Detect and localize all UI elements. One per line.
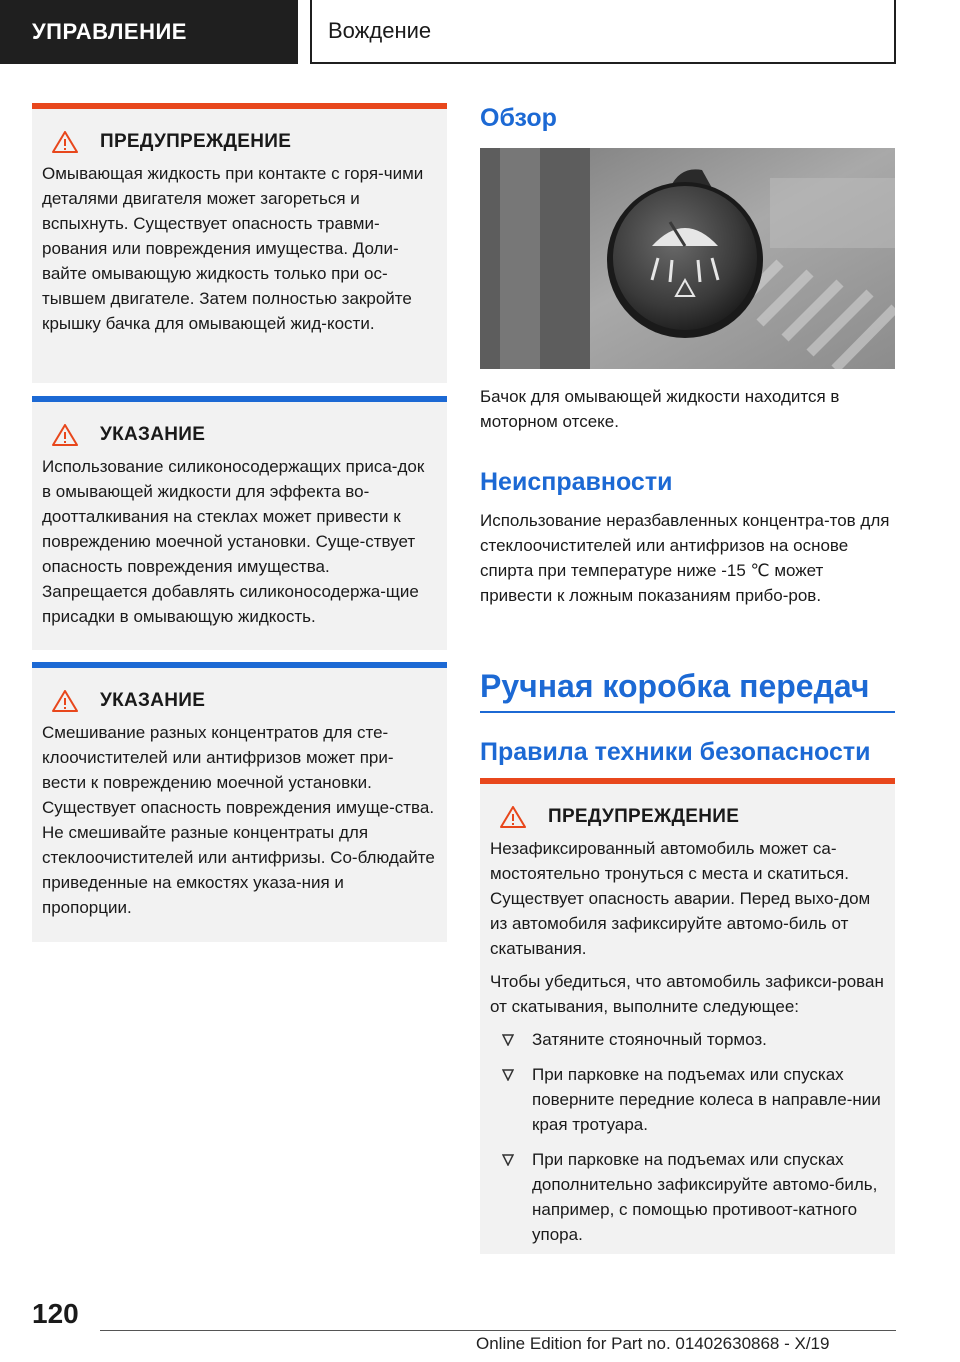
notice-text: Использование силиконосодержащих приса-док в омывающей жидкости для эффекта во-доотталкивания на стеклах может привести к повреждению моечной установки. Суще-ствует опасность повреждения имущества. Запрещается добавлять силиконосодержа-щие присадки в омывающую жидкость. [42, 457, 425, 626]
note-bar [32, 662, 447, 668]
notice-text: Смешивание разных концентратов для сте-клоочистителей или антифризов может при-вести к повреждению моечной установки. Существует опасность повреждения имуще-ства. Не смешивайте разные концентраты для стеклоочистителей или антифризы. Со-блюдайте приведенные на емкостях указа-ния и пропорции. [42, 723, 435, 917]
warning-triangle-icon [52, 131, 78, 153]
list-item-text: При парковке на подъемах или спусках дополнительно зафиксируйте автомо-биль, например, с помощью противоот-катного упора. [532, 1150, 878, 1244]
list-arrow-icon [502, 1069, 514, 1081]
page-number: 120 [32, 1298, 79, 1329]
notice-note-silicone [32, 396, 447, 650]
list-item [490, 1062, 885, 1137]
list-item-text: Затяните стояночный тормоз. [532, 1030, 767, 1049]
list-item [490, 1147, 885, 1247]
notice-warning-fluid [32, 103, 447, 383]
notice-warning-rolling [480, 778, 895, 1254]
warning-bar [32, 103, 447, 109]
notice-paragraph: Чтобы убедиться, что автомобиль зафикси-рован от скатывания, выполните следующее: [490, 972, 884, 1016]
faults-heading: Неисправности [480, 468, 673, 496]
list-arrow-icon [502, 1034, 514, 1046]
footer-rule [100, 1330, 896, 1331]
warning-triangle-icon [500, 806, 526, 828]
notice-text: Омывающая жидкость при контакте с горя-чими деталями двигателя может загореться и вспыхнуть. Существует опасность травми-рования или повреждения имущества. Доли-вайте омывающую жидкость только при ос-тывшем двигателе. Затем полностью закройте крышку бачка для омывающей жид-кости. [42, 164, 424, 333]
notice-paragraph: Незафиксированный автомобиль может са-мостоятельно тронуться с места и скатиться. Существует опасность аварии. Перед выхо-дом из автомобиля зафиксируйте автомо-биль от скатывания. [490, 839, 871, 958]
overview-heading: Обзор [480, 104, 557, 132]
notice-title: УКАЗАНИЕ [100, 424, 206, 445]
warning-triangle-icon [52, 424, 78, 446]
faults-text: Использование неразбавленных концентра-тов для стеклоочистителей или антифризов на основе спирта при температуре ниже -15 ℃ может привести к ложным показаниям прибо-ров. [480, 511, 890, 605]
list-arrow-icon [502, 1154, 514, 1166]
steps-list [490, 1027, 885, 1247]
photo-caption: Бачок для омывающей жидкости находится в моторном отсеке. [480, 387, 840, 431]
warning-bar [480, 778, 895, 784]
note-bar [32, 396, 447, 402]
gearbox-heading: Ручная коробка передач [480, 668, 895, 713]
warning-triangle-icon [52, 690, 78, 712]
notice-title: ПРЕДУПРЕЖДЕНИЕ [548, 806, 740, 827]
list-item-text: При парковке на подъемах или спусках поверните передние колеса в направле-нии края тротуара. [532, 1065, 881, 1134]
safety-subheading: Правила техники безопасности [480, 738, 871, 766]
notice-note-mixing [32, 662, 447, 942]
footer-edition: Online Edition for Part no. 01402630868 - X/19 [476, 1334, 830, 1353]
header-section-label: УПРАВЛЕНИЕ [0, 0, 298, 64]
washer-reservoir-photo [480, 148, 895, 369]
notice-title: УКАЗАНИЕ [100, 690, 206, 711]
header-chapter-label: Вождение [310, 0, 896, 64]
notice-title: ПРЕДУПРЕЖДЕНИЕ [100, 131, 292, 152]
list-item [490, 1027, 885, 1052]
